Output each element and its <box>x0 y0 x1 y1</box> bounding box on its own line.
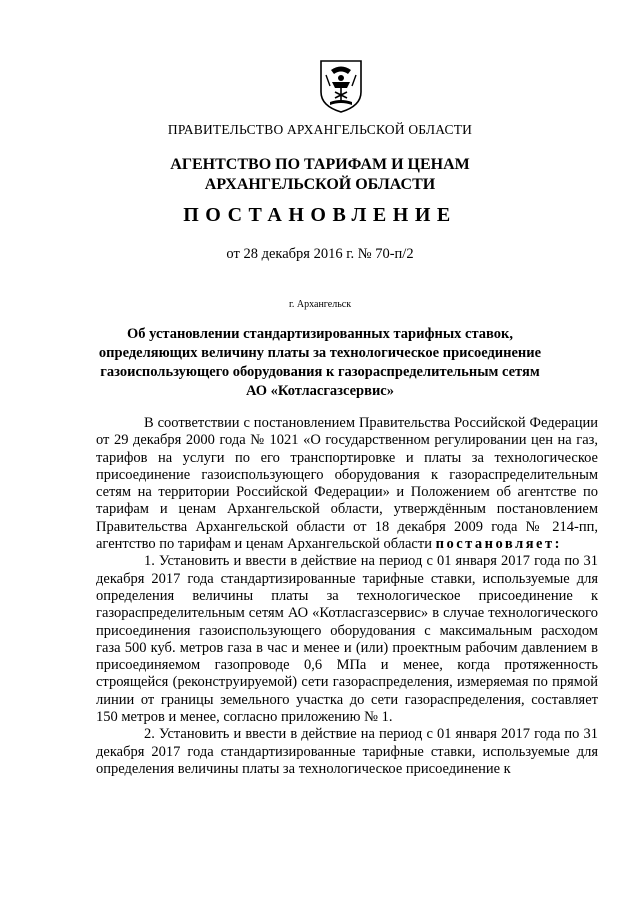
subject-line-3: газоиспользующего оборудования к газораспределительным сетям <box>100 364 540 380</box>
resolves-word: постановляет: <box>435 536 562 553</box>
preamble-text: В соответствии с постановлением Правительства Российской Федерации от 29 декабря 2000 года № 1021 «О государственном регулировании цен на газ, тарифов на услуги по его транспортировке и платы за технологическое присоединение газоиспользующего оборудования к газораспределительным сетям на территории Российской Федерации» и Положением об агентстве по тарифам и ценам Архангельской области, утверждённым постановлением Правительства Архангельской области от 18 декабря 2009 года № 214-пп, агентство по тарифам и ценам Архангельской области <box>96 415 598 553</box>
agency-name <box>0 155 640 195</box>
clause-2: 2. Установить и ввести в действие на период с 01 января 2017 года по 31 декабря 2017 года стандартизированные тарифные ставки, используемые для определения величины платы за технологическое присоединение к <box>96 726 598 777</box>
subject-line-1: Об установлении стандартизированных тарифных ставок, <box>127 326 513 342</box>
agency-name-line-1: АГЕНТСТВО ПО ТАРИФАМ И ЦЕНАМ <box>170 156 470 173</box>
document-type-title: ПОСТАНОВЛЕНИЕ <box>183 204 457 226</box>
agency-name-line-2: АРХАНГЕЛЬСКОЙ ОБЛАСТИ <box>204 176 436 193</box>
clause-1: 1. Установить и ввести в действие на период с 01 января 2017 года по 31 декабря 2017 года стандартизированные тарифные ставки, используемые для определения величины платы за технологическое присоединение к газораспределительным сетям АО «Котласгазсервис» в случае технологического присоединения газоиспользующего оборудования с максимальным расходом газа 500 куб. метров газа в час и менее и (или) проектным рабочим давлением в присоединяемом газопроводе 0,6 МПа и менее, когда протяженность строящейся (реконструируемой) сети газораспределения, измеряемая по прямой линии от границы земельного участка до сети газораспределения, составляет 150 метров и менее, согласно приложению № 1. <box>96 553 598 726</box>
document-body <box>96 415 598 778</box>
coat-of-arms-icon <box>318 58 364 114</box>
document-date-number: от 28 декабря 2016 г. № 70-п/2 <box>226 246 414 262</box>
document-subject <box>0 325 640 401</box>
subject-line-4: АО «Котласгазсервис» <box>246 383 394 399</box>
government-header: ПРАВИТЕЛЬСТВО АРХАНГЕЛЬСКОЙ ОБЛАСТИ <box>167 122 473 137</box>
subject-line-2: определяющих величину платы за технологическое присоединение <box>98 345 542 361</box>
document-city: г. Архангельск <box>288 299 352 310</box>
preamble-paragraph <box>96 415 598 553</box>
